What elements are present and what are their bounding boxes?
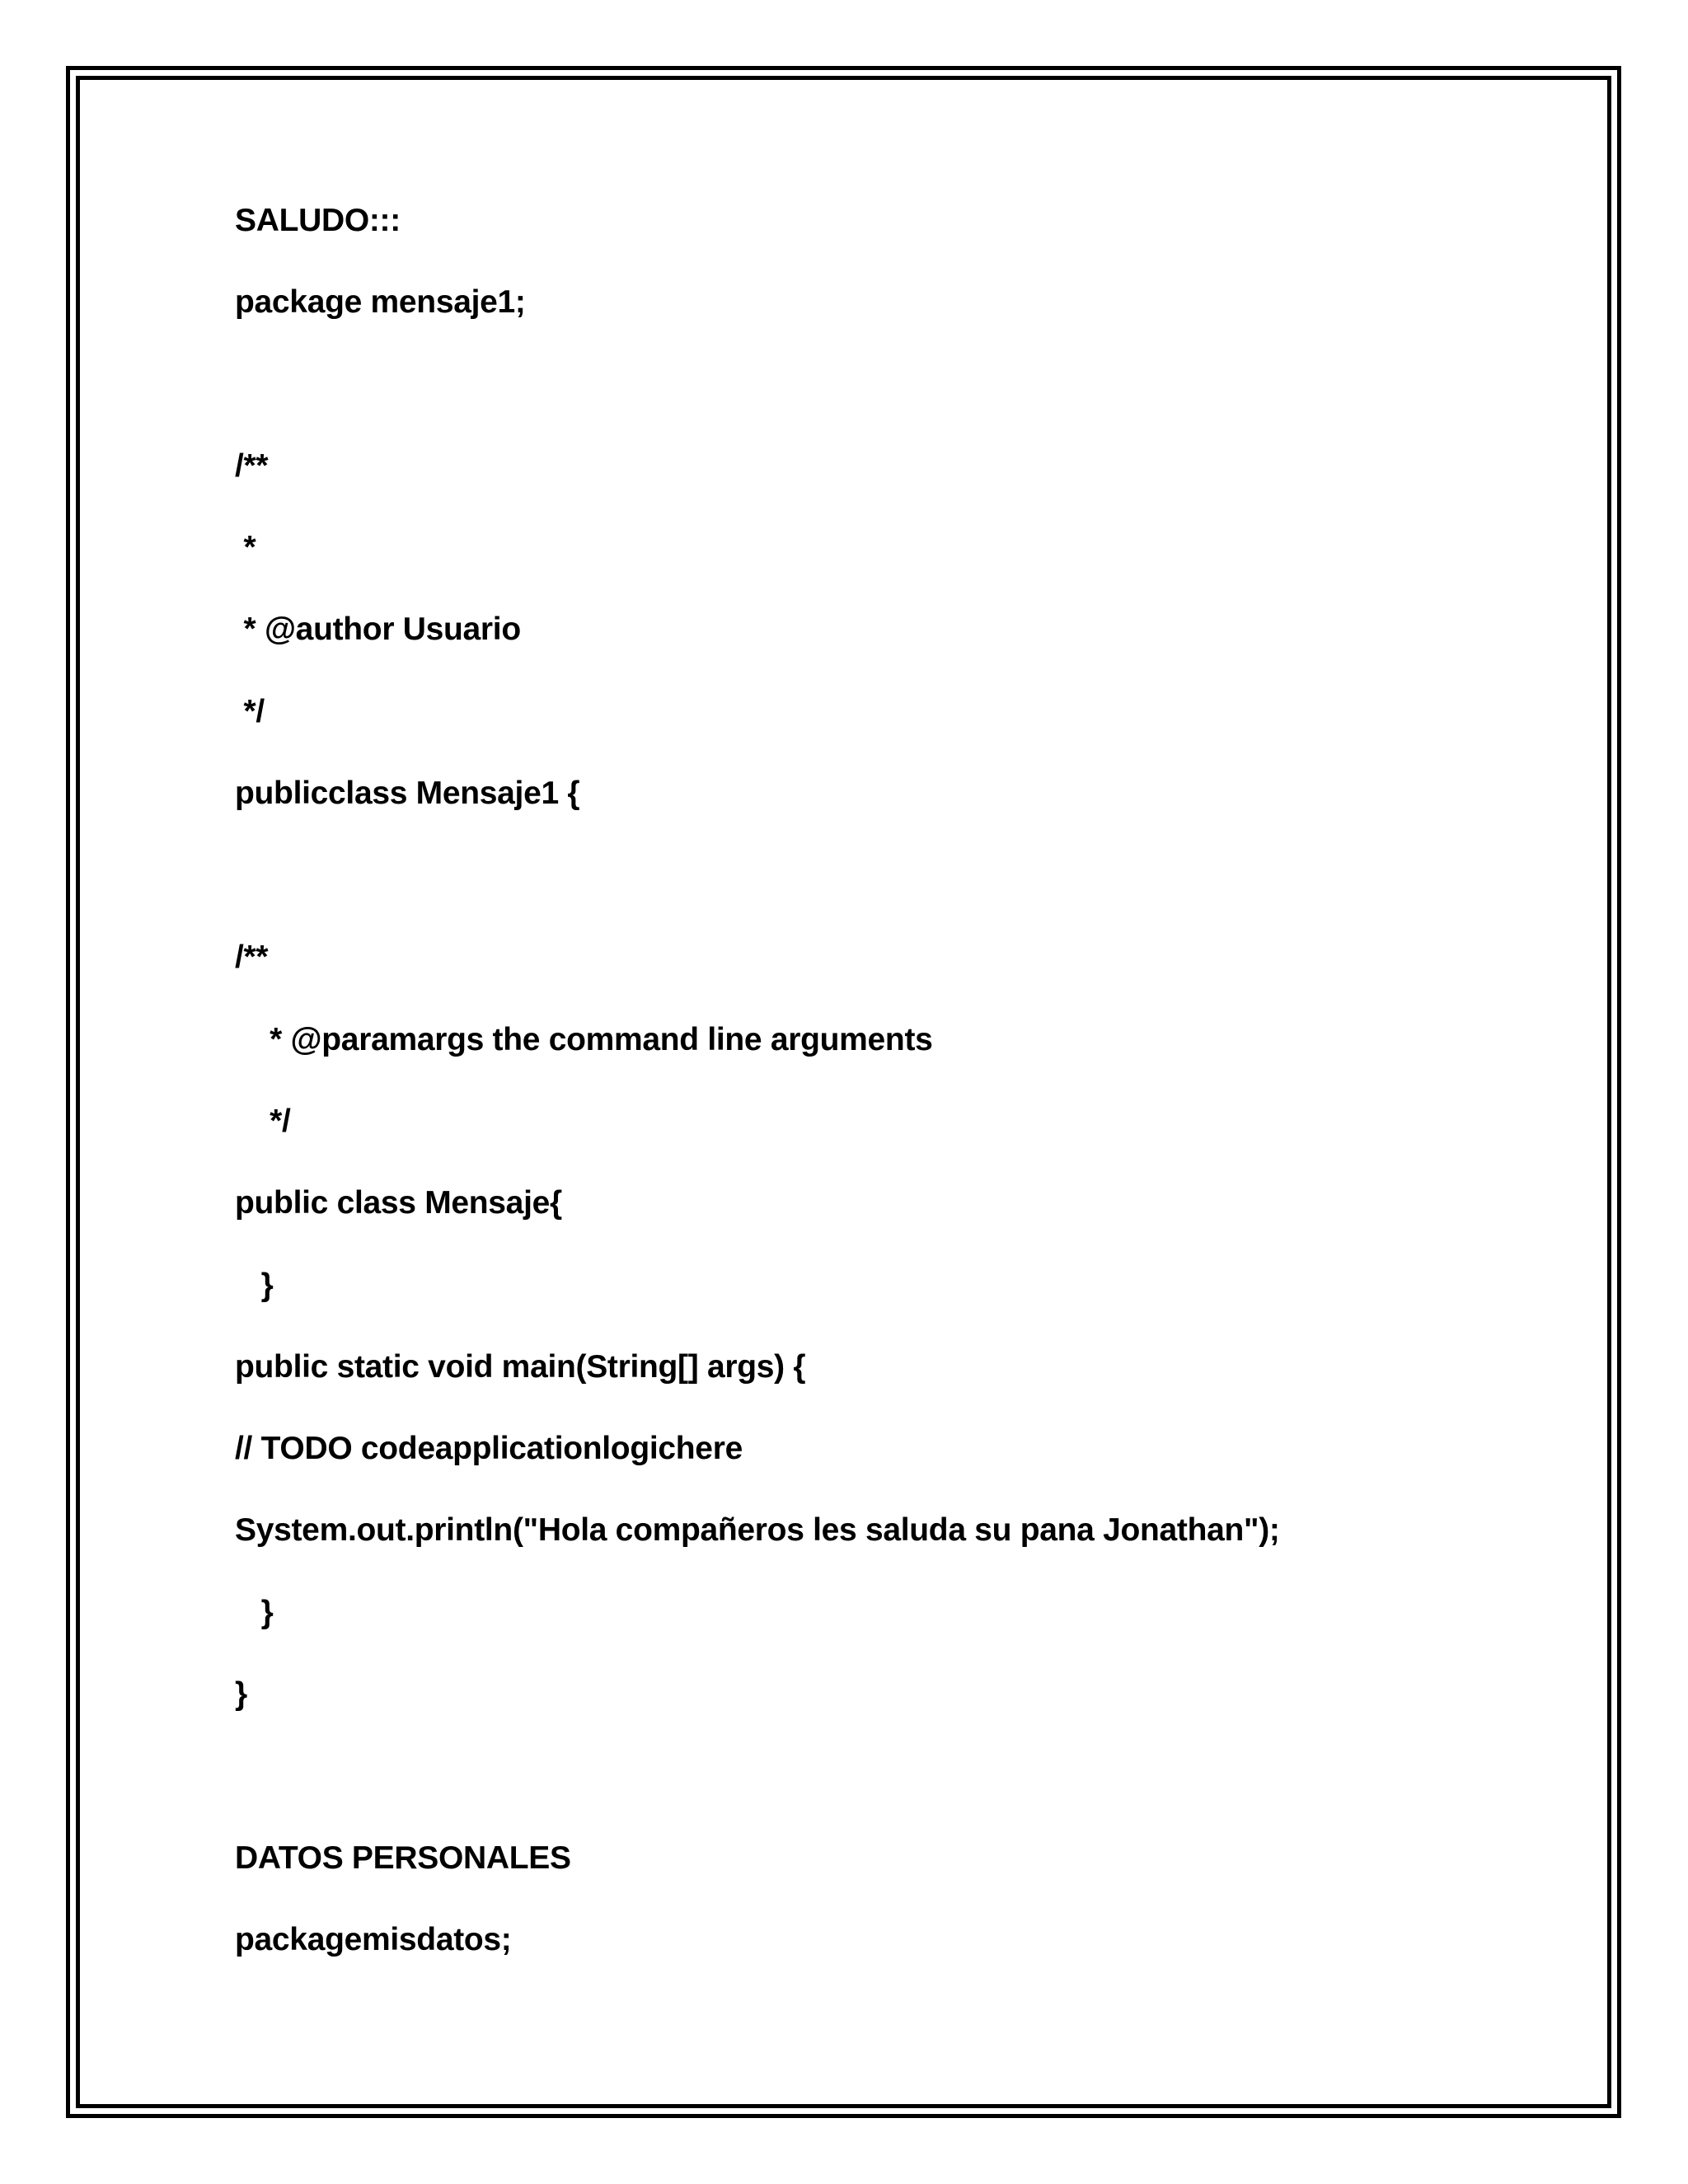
code-line: } <box>235 1676 247 1712</box>
code-line: * <box>235 530 256 565</box>
code-line: */ <box>235 1104 291 1139</box>
code-line: public class Mensaje{ <box>235 1185 562 1221</box>
page-border-inner <box>76 76 1611 2108</box>
section-heading-saludo: SALUDO::: <box>235 203 401 238</box>
code-line: * @paramargs the command line arguments <box>235 1022 933 1057</box>
code-line: publicclass Mensaje1 { <box>235 776 580 811</box>
code-line: * @author Usuario <box>235 612 521 647</box>
code-line: package mensaje1; <box>235 284 526 320</box>
code-line: public static void main(String[] args) { <box>235 1349 806 1385</box>
code-line: packagemisdatos; <box>235 1922 512 1957</box>
code-line: System.out.println("Hola compañeros les saluda su pana Jonathan"); <box>235 1512 1280 1548</box>
code-line: */ <box>235 694 265 729</box>
code-line: // TODO codeapplicationlogichere <box>235 1431 743 1466</box>
code-line: } <box>235 1595 274 1630</box>
section-heading-datos-personales: DATOS PERSONALES <box>235 1840 571 1876</box>
code-line: /** <box>235 940 269 975</box>
code-line: /** <box>235 448 269 484</box>
code-line: } <box>235 1268 274 1303</box>
